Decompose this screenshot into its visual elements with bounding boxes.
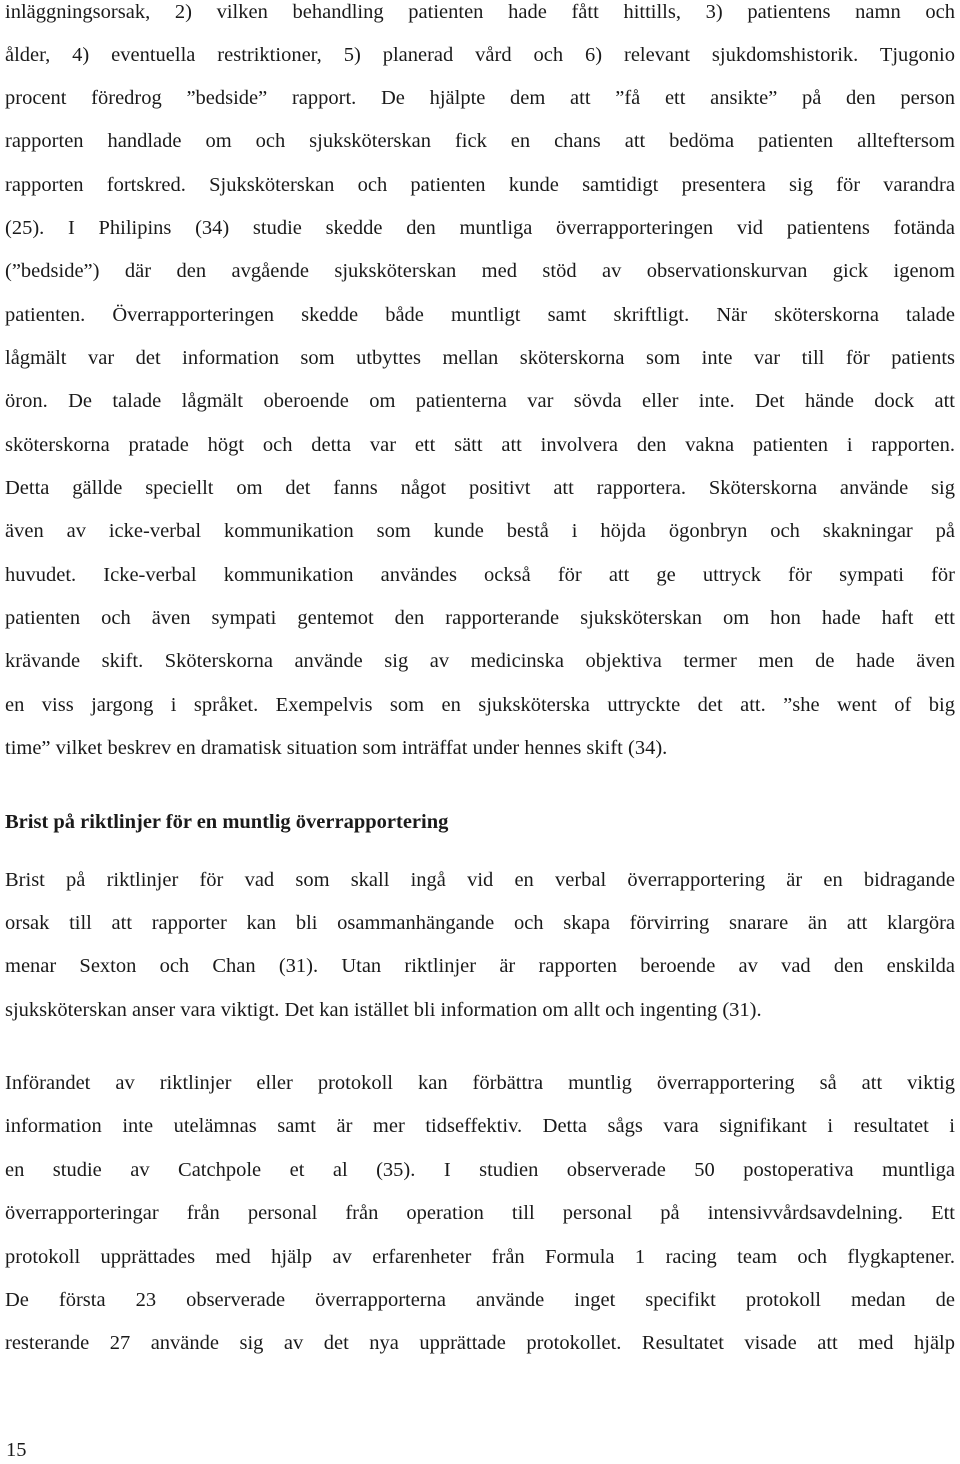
body-text-line: huvudet. Icke-verbal kommunikation användes också för att ge uttryck för sympati för [5,564,955,586]
body-text-line: Brist på riktlinjer för vad som skall ingå vid en verbal överrapportering är en bidragande [5,869,955,891]
body-text-line: patienten. Överrapporteringen skedde både muntligt samt skriftligt. När sköterskorna talade [5,304,955,326]
body-text-line: patienten och även sympati gentemot den rapporterande sjuksköterskan om hon hade haft ett [5,607,955,629]
body-text-line: De första 23 observerade överrapporterna använde inget specifikt protokoll medan de [5,1289,955,1311]
body-text-line: sköterskorna pratade högt och detta var ett sätt att involvera den vakna patienten i rapporten. [5,434,955,456]
body-text-line: en studie av Catchpole et al (35). I studien observerade 50 postoperativa muntliga [5,1159,955,1181]
body-text-line: protokoll upprättades med hjälp av erfarenheter från Formula 1 racing team och flygkaptener. [5,1246,955,1268]
body-text-line: time” vilket beskrev en dramatisk situation som inträffat under hennes skift (34). [5,737,668,759]
body-text-line: resterande 27 använde sig av det nya upprättade protokollet. Resultatet visade att med hjälp [5,1332,955,1354]
body-text-line: även av icke-verbal kommunikation som kunde bestå i höjda ögonbryn och skakningar på [5,520,955,542]
body-text-line: orsak till att rapporter kan bli osammanhängande och skapa förvirring snarare än att klargöra [5,912,955,934]
body-text-line: rapporten handlade om och sjuksköterskan fick en chans att bedöma patienten allteftersom [5,130,955,152]
section-heading: Brist på riktlinjer för en muntlig överrapportering [5,811,449,833]
body-text-line: krävande skift. Sköterskorna använde sig av medicinska objektiva termer men de hade även [5,650,955,672]
body-text-line: överrapporteringar från personal från operation till personal på intensivvårdsavdelning. Ett [5,1202,955,1224]
body-text-line: en viss jargong i språket. Exempelvis som en sjuksköterska uttryckte det att. ”she went of big [5,694,955,716]
body-text-line: information inte utelämnas samt är mer tidseffektiv. Detta sågs vara signifikant i resultatet i [5,1115,955,1137]
body-text-line: procent föredrog ”bedside” rapport. De hjälpte dem att ”få ett ansikte” på den person [5,87,955,109]
body-text-line: rapporten fortskred. Sjuksköterskan och patienten kunde samtidigt presentera sig för varandra [5,174,955,196]
page-number: 15 [6,1439,27,1461]
body-text-line: öron. De talade lågmält oberoende om patienterna var sövda eller inte. Det hände dock att [5,390,955,412]
body-text-line: inläggningsorsak, 2) vilken behandling patienten hade fått hittills, 3) patientens namn och [5,1,955,23]
body-text-line: (”bedside”) där den avgående sjuksköterskan med stöd av observationskurvan gick igenom [5,260,955,282]
body-text-line: lågmält var det information som utbyttes mellan sköterskorna som inte var till för patients [5,347,955,369]
body-text-line: sjuksköterskan anser vara viktigt. Det kan istället bli information om allt och ingenting (31). [5,999,762,1021]
body-text-line: ålder, 4) eventuella restriktioner, 5) planerad vård och 6) relevant sjukdomshistorik. Tjugonio [5,44,955,66]
body-text-line: Detta gällde speciellt om det fanns något positivt att rapportera. Sköterskorna använde sig [5,477,955,499]
body-text-line: (25). I Philipins (34) studie skedde den muntliga överrapporteringen vid patientens fotända [5,217,955,239]
body-text-line: menar Sexton och Chan (31). Utan riktlinjer är rapporten beroende av vad den enskilda [5,955,955,977]
body-text-line: Införandet av riktlinjer eller protokoll kan förbättra muntlig överrapportering så att viktig [5,1072,955,1094]
